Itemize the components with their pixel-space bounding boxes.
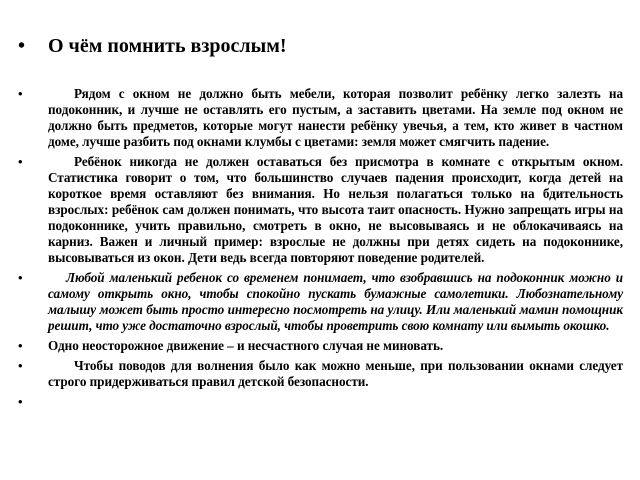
- bullet-icon: •: [18, 86, 23, 101]
- list-item: [18, 154, 623, 266]
- list-item: [18, 86, 623, 150]
- bullet-icon: •: [18, 338, 23, 353]
- list-item-text: Ребёнок никогда не должен оставаться без присмотра в комнате с открытым окном. Статистика говорит о том, что большинство случаев падения происходит, когда детей на короткое время оставляют без внимания. Но нельзя полагаться только на бдительность взрослых: ребёнок сам должен понимать, что высота таит опасность. Нужно запрещать игры на подоконнике, учить правильно, смотреть в окно, не высовываясь и не облокачиваясь на карниз. Важен и личный пример: взрослые не должны при детях сидеть на подоконнике, высовываться из окон. Дети ведь всегда повторяют поведение родителей.: [48, 154, 623, 265]
- bullet-icon: •: [18, 35, 26, 57]
- list-item: [18, 338, 623, 354]
- list-item-text: Чтобы поводов для волнения было как можно меньше, при пользовании окнами следует строго придерживаться правил детской безопасности.: [48, 358, 623, 389]
- list-item-text: Одно неосторожное движение – и несчастного случая не миновать.: [48, 338, 444, 353]
- list-item-text: Любой маленький ребенок со временем понимает, что взобравшись на подоконник можно и самому открыть окно, чтобы спокойно пускать бумажные самолетики. Любознательному малышу может быть просто интересно посмотреть на улицу. Или маленький мамин помощник решит, что уже достаточно взрослый, чтобы проветрить свою комнату или вымыть окошко.: [48, 270, 623, 333]
- bullet-icon: •: [18, 154, 23, 169]
- list-item-text-empty: [48, 394, 623, 410]
- bullet-icon: •: [18, 270, 23, 285]
- bullet-icon: •: [18, 394, 23, 409]
- bullet-list: [18, 86, 623, 414]
- list-item-empty: [18, 394, 623, 410]
- list-item-text: Рядом с окном не должно быть мебели, которая позволит ребёнку легко залезть на подоконник, и лучше не оставлять его пустым, а заставить цветами. На земле под окном не должно быть предметов, которые могут нанести ребёнку увечья, а тем, кто живет в частном доме, лучше разбить под окнами клумбы с цветами: земля может смягчить падение.: [48, 86, 623, 149]
- list-item: [18, 270, 623, 334]
- list-item: [18, 358, 623, 390]
- slide-title: О чём помнить взрослым!: [48, 35, 287, 57]
- title-row: [18, 34, 287, 58]
- bullet-icon: •: [18, 358, 23, 373]
